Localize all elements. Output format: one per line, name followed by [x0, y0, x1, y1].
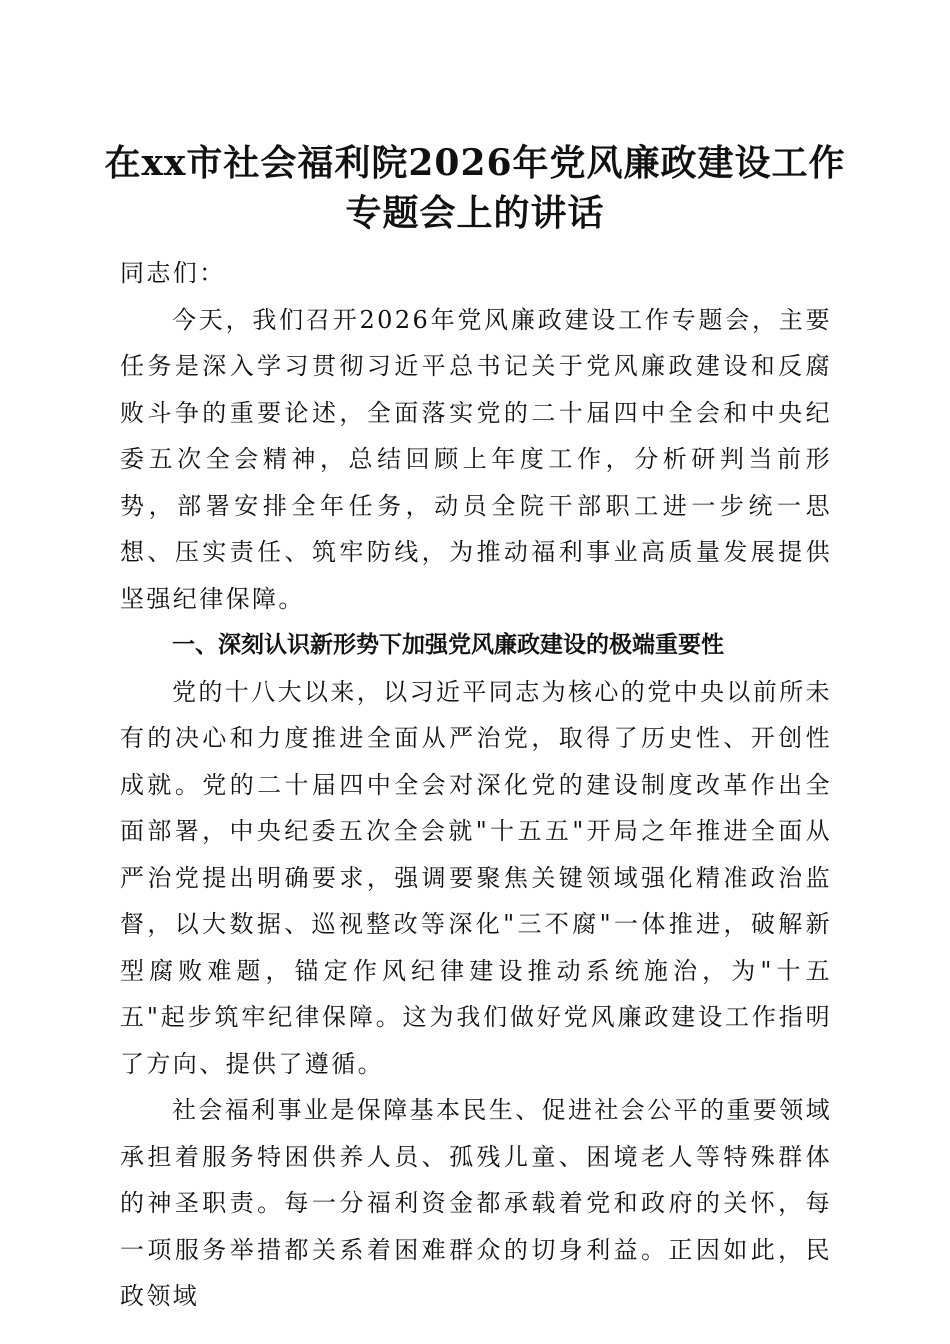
- body-paragraph: 社会福利事业是保障基本民生、促进社会公平的重要领域承担着服务特困供养人员、孤残儿童、困境老人等特殊群体的神圣职责。每一分福利资金都承载着党和政府的关怀，每一项服务举措都关系着困难群众的切身利益。正因如此，民政领域: [120, 1096, 832, 1310]
- intro-paragraph: 今天，我们召开2026年党风廉政建设工作专题会，主要任务是深入学习贯彻习近平总书记关于党风廉政建设和反腐败斗争的重要论述，全面落实党的二十届四中全会和中央纪委五次全会精神，总结回顾上年度工作，分析研判当前形势，部署安排全年任务，动员全院干部职工进一步统一思想、压实责任、筑牢防线，为推动福利事业高质量发展提供坚强纪律保障。: [120, 305, 832, 613]
- body-paragraph: 党的十八大以来，以习近平同志为核心的党中央以前所未有的决心和力度推进全面从严治党，取得了历史性、开创性成就。党的二十届四中全会对深化党的建设制度改革作出全面部署，中央纪委五次全会就"十五五"开局之年推进全面从严治党提出明确要求，强调要聚焦关键领域强化精准政治监督，以大数据、巡视整改等深化"三不腐"一体推进，破解新型腐败难题，锚定作风纪律建设推动系统施治，为"十五五"起步筑牢纪律保障。这为我们做好党风廉政建设工作指明了方向、提供了遵循。: [120, 677, 832, 1078]
- salutation: 同志们：: [120, 259, 226, 287]
- title-line-1: 在xx市社会福利院2026年党风廉政建设工作: [104, 142, 846, 184]
- document-title: [100, 138, 850, 238]
- section-heading-1: 一、深刻认识新形势下加强党风廉政建设的极端重要性: [172, 632, 724, 658]
- document-body: [120, 250, 832, 1320]
- title-line-2: 专题会上的讲话: [345, 192, 605, 234]
